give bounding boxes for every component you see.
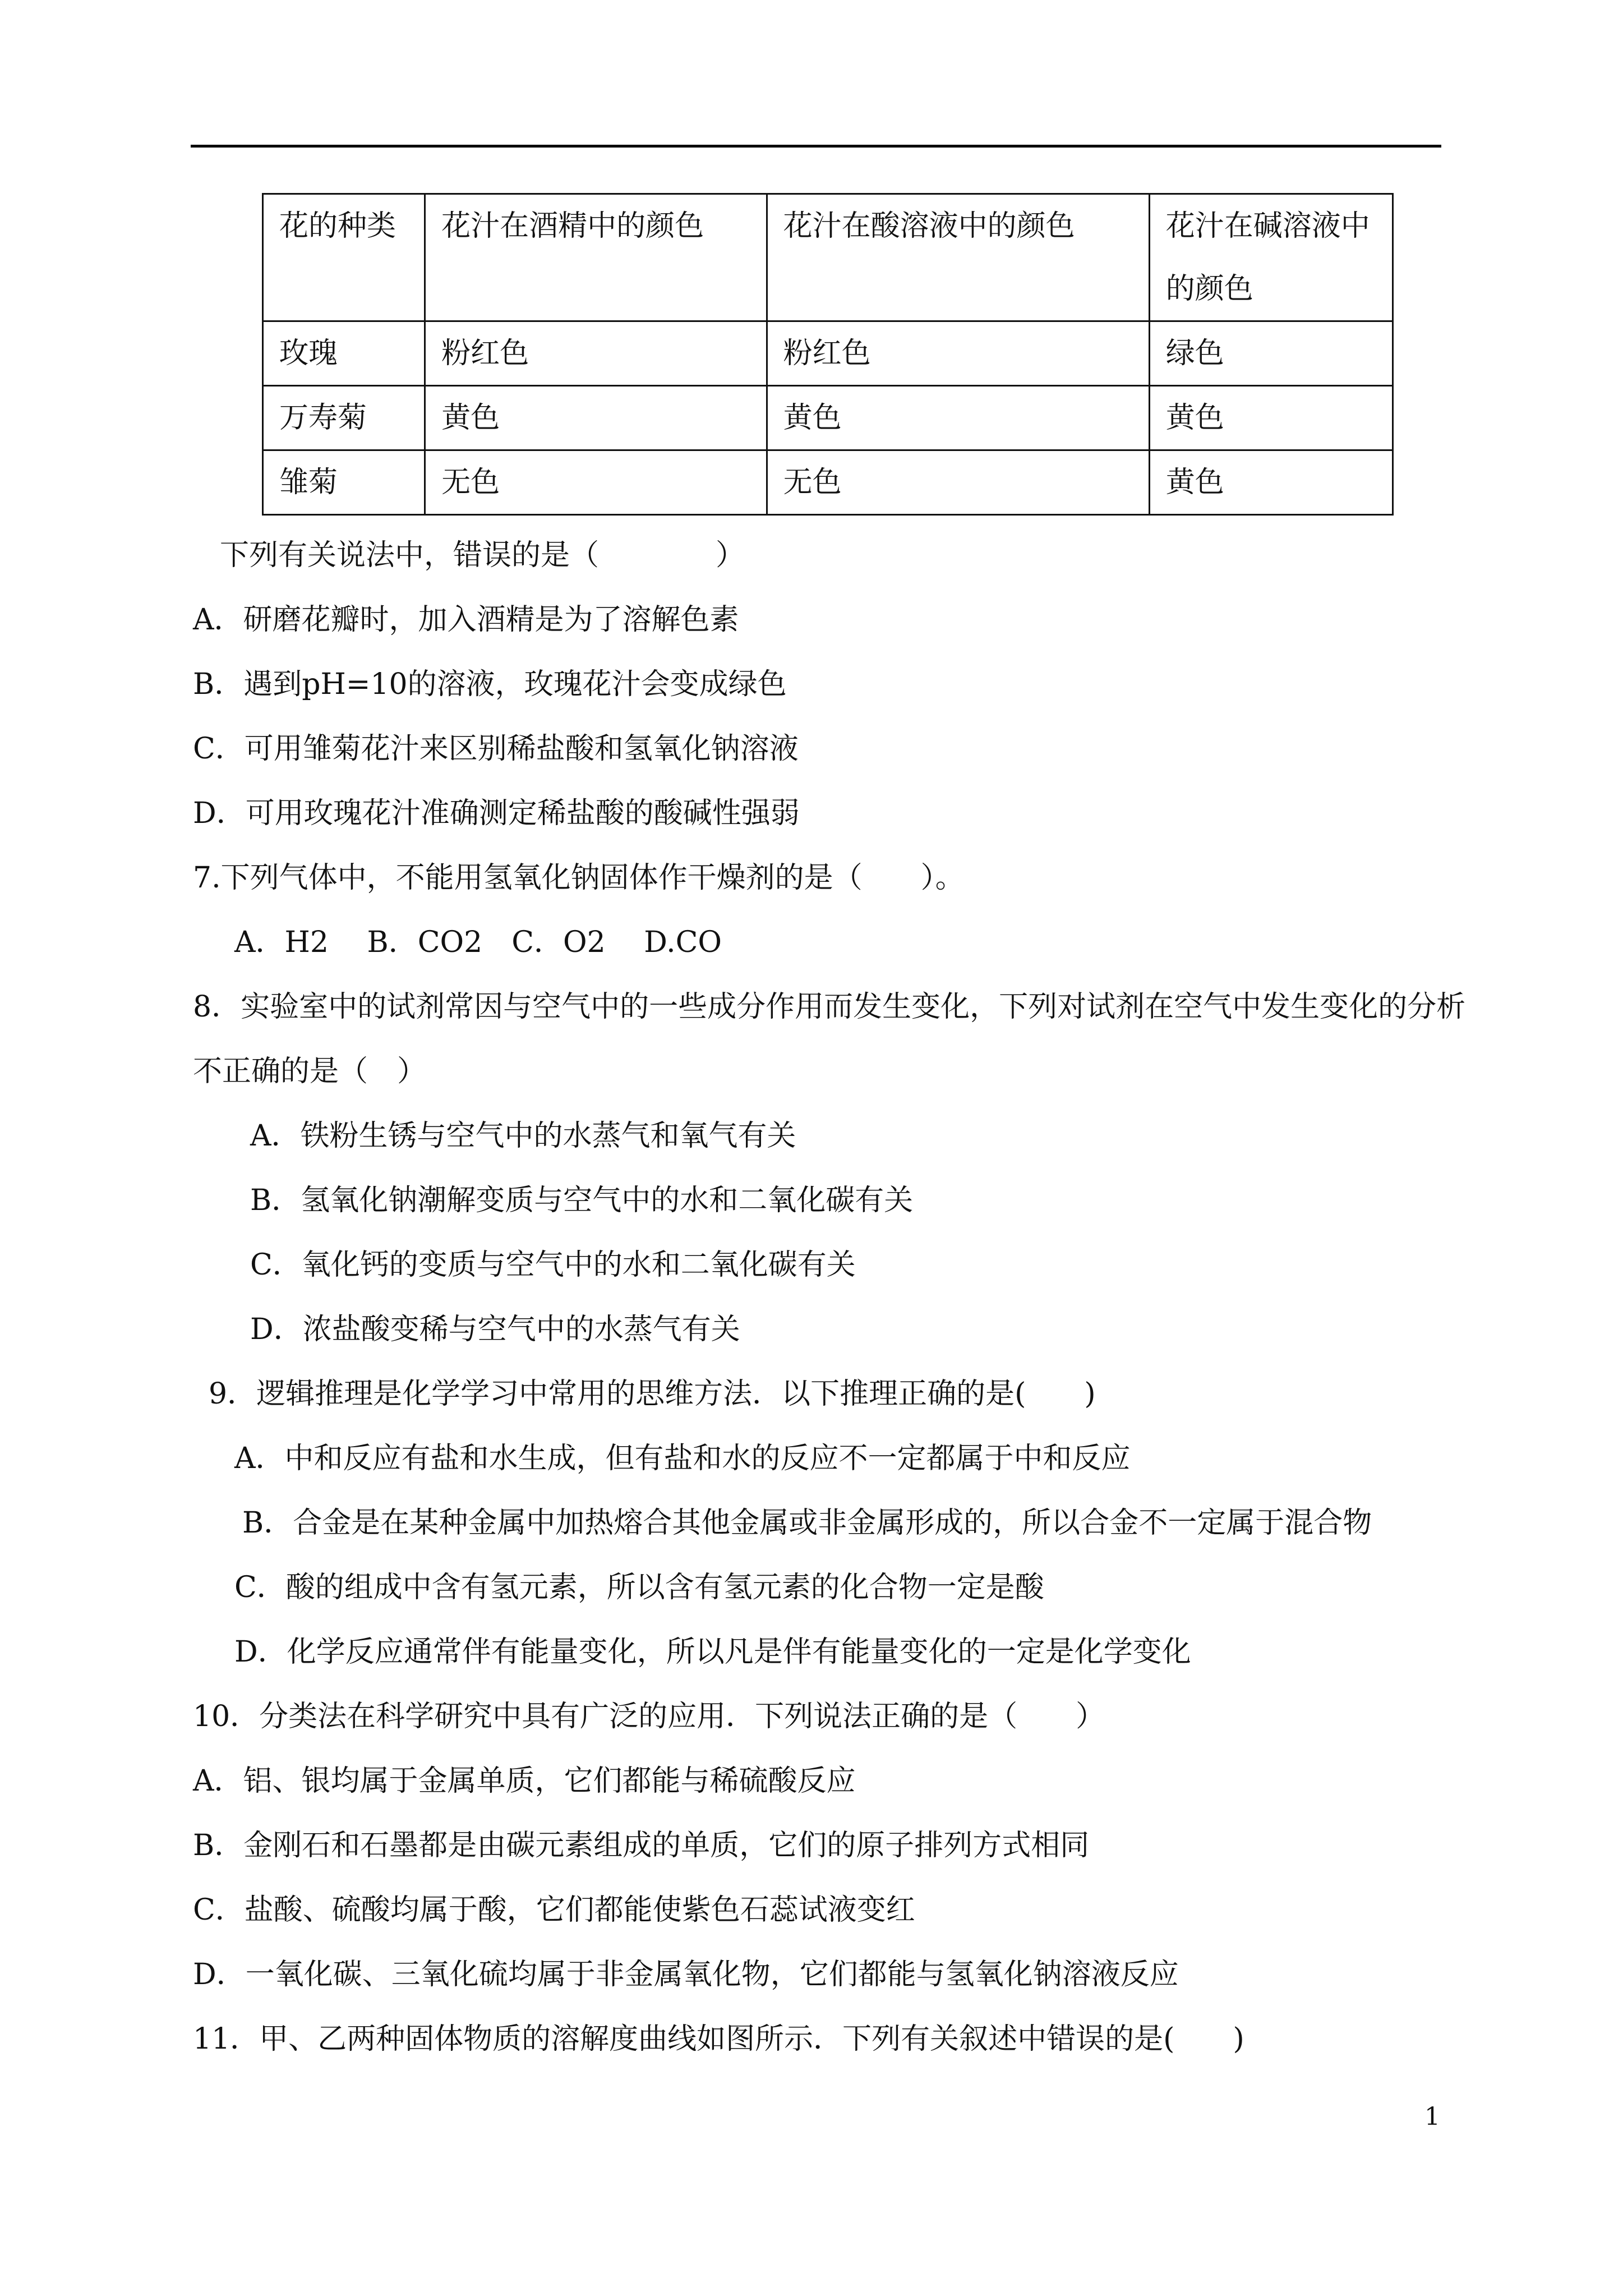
table-cell: 绿色 — [1149, 321, 1393, 386]
q11-stem: 11．甲、乙两种固体物质的溶解度曲线如图所示．下列有关叙述中错误的是( ) — [193, 2022, 1244, 2056]
q10-stem: 10．分类法在科学研究中具有广泛的应用．下列说法正确的是（ ） — [193, 1700, 1105, 1733]
table-cell: 无色 — [767, 450, 1149, 515]
flower-color-table — [262, 193, 1394, 516]
table-cell: 粉红色 — [767, 321, 1149, 386]
q9-option-b: B．合金是在某种金属中加热熔合其他金属或非金属形成的，所以合金不一定属于混合物 — [242, 1506, 1372, 1540]
table-cell: 黄色 — [1149, 450, 1393, 515]
q7-stem: 7.下列气体中，不能用氢氧化钠固体作干燥剂的是（ ）。 — [193, 861, 965, 895]
q10-option-d: D．一氧化碳、三氧化硫均属于非金属氧化物，它们都能与氢氧化钠溶液反应 — [193, 1958, 1179, 1991]
table-row — [263, 450, 1393, 515]
table-header-cell: 花汁在酸溶液中的颜色 — [767, 194, 1149, 321]
q6-option-d: D．可用玫瑰花汁准确测定稀盐酸的酸碱性强弱 — [193, 797, 800, 830]
q8-option-a: A．铁粉生锈与空气中的水蒸气和氧气有关 — [250, 1119, 796, 1153]
table-header-cell: 花的种类 — [263, 194, 425, 321]
table-header-row — [263, 194, 1393, 321]
q9-stem: 9．逻辑推理是化学学习中常用的思维方法．以下推理正确的是( ) — [209, 1377, 1096, 1411]
table-header-cell: 花汁在酒精中的颜色 — [425, 194, 767, 321]
q6-option-a: A．研磨花瓣时，加入酒精是为了溶解色素 — [193, 603, 739, 637]
q6-option-b: B．遇到pH=10的溶液，玫瑰花汁会变成绿色 — [193, 668, 787, 701]
table-cell: 黄色 — [767, 386, 1149, 450]
table-cell: 无色 — [425, 450, 767, 515]
q9-option-d: D．化学反应通常伴有能量变化，所以凡是伴有能量变化的一定是化学变化 — [234, 1635, 1191, 1669]
q9-option-a: A．中和反应有盐和水生成，但有盐和水的反应不一定都属于中和反应 — [234, 1442, 1131, 1475]
q10-option-b: B．金刚石和石墨都是由碳元素组成的单质，它们的原子排列方式相同 — [193, 1829, 1090, 1862]
q9-option-c: C．酸的组成中含有氢元素，所以含有氢元素的化合物一定是酸 — [234, 1571, 1044, 1604]
table-cell: 雏菊 — [263, 450, 425, 515]
table-cell: 万寿菊 — [263, 386, 425, 450]
table-header-cell: 花汁在碱溶液中的颜色 — [1149, 194, 1393, 321]
q7-options: A．H2 B．CO2 C．O2 D.CO — [234, 926, 722, 959]
page-number: 1 — [1424, 2102, 1440, 2131]
q6-option-c: C．可用雏菊花汁来区别稀盐酸和氢氧化钠溶液 — [193, 732, 799, 766]
header-rule — [191, 145, 1441, 148]
table-cell: 玫瑰 — [263, 321, 425, 386]
q8-option-c: C．氧化钙的变质与空气中的水和二氧化碳有关 — [250, 1248, 856, 1282]
table-cell: 黄色 — [1149, 386, 1393, 450]
table-cell: 黄色 — [425, 386, 767, 450]
q8-option-d: D．浓盐酸变稀与空气中的水蒸气有关 — [250, 1313, 740, 1346]
q8-option-b: B．氢氧化钠潮解变质与空气中的水和二氧化碳有关 — [250, 1184, 914, 1217]
q8-stem-line1: 8．实验室中的试剂常因与空气中的一些成分作用而发生变化，下列对试剂在空气中发生变化的分析 — [193, 990, 1466, 1024]
q8-stem-line2: 不正确的是（ ） — [193, 1055, 427, 1088]
q10-option-c: C．盐酸、硫酸均属于酸，它们都能使紫色石蕊试液变红 — [193, 1893, 915, 1927]
q10-option-a: A．铝、银均属于金属单质，它们都能与稀硫酸反应 — [193, 1764, 856, 1798]
table-cell: 粉红色 — [425, 321, 767, 386]
table-row — [263, 386, 1393, 450]
q6-stem: 下列有关说法中，错误的是（ ） — [220, 539, 745, 572]
table-row — [263, 321, 1393, 386]
